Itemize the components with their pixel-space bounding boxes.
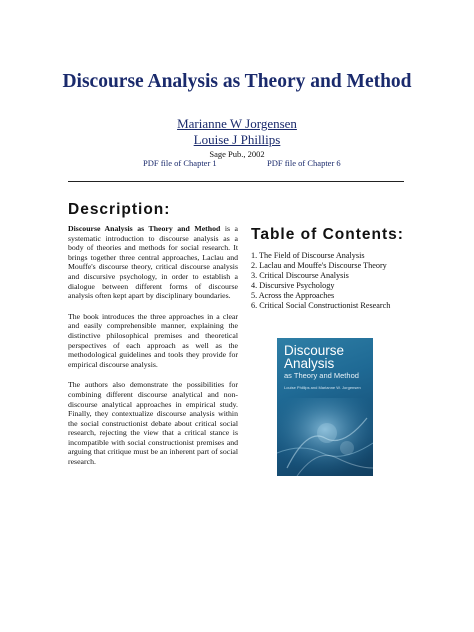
toc-item: 4. Discursive Psychology bbox=[251, 281, 335, 290]
toc-list bbox=[251, 251, 431, 311]
authors bbox=[0, 116, 474, 148]
toc-item: 3. Critical Discourse Analysis bbox=[251, 271, 349, 280]
toc-item: 5. Across the Approaches bbox=[251, 291, 335, 300]
cover-title bbox=[284, 344, 344, 370]
cover-title-line-2: Analysis bbox=[284, 356, 335, 371]
page-title: Discourse Analysis as Theory and Method bbox=[62, 71, 412, 92]
description-lead-bold: Discourse Analysis as Theory and Method bbox=[68, 224, 221, 233]
cover-title-line-1: Discourse bbox=[284, 343, 345, 358]
description-paragraph-1 bbox=[68, 224, 238, 301]
description-body bbox=[68, 224, 238, 478]
toc-item: 2. Laclau and Mouffe's Discourse Theory bbox=[251, 261, 387, 270]
description-heading: Description: bbox=[68, 201, 171, 218]
toc-item: 1. The Field of Discourse Analysis bbox=[251, 251, 365, 260]
cover-artwork bbox=[277, 398, 373, 476]
cover-subtitle: as Theory and Method bbox=[284, 371, 359, 380]
description-paragraph-3: The authors also demonstrate the possibilities for combining different discourse analytical and non-discourse analytical approaches in empirical study. Finally, they contextualize discourse analysis within the social constructionist debate about critical social research, rejecting the view that a critical stance is incompatible with social constructionist premises and arguing that critique must be an inherent part of social research. bbox=[68, 380, 238, 467]
author-link-jorgensen[interactable]: Marianne W Jorgensen bbox=[177, 116, 297, 131]
cover-authors: Louise Phillips and Marianne W. Jorgensen bbox=[284, 385, 361, 390]
publisher-info: Sage Pub., 2002 bbox=[209, 149, 265, 159]
description-lead-rest: is a systematic introduction to discourse analysis as a body of theories and methods for social research. It brings together three central approaches, Laclau and Mouffe's discourse theory, critical discourse analysis and discursive psychology, in order to establish a dialogue between different forms of discourse analysis often kept apart by disciplinary boundaries. bbox=[68, 224, 238, 301]
description-paragraph-2: The book introduces the three approaches in a clear and easily comprehensible manner, explaining the distinctive philosophical premises and theoretical perspectives of each approach as well as the methodological guidelines and tools they provide for empirical discourse analysis. bbox=[68, 311, 238, 369]
toc-item: 6. Critical Social Constructionist Research bbox=[251, 301, 391, 310]
divider bbox=[68, 181, 404, 182]
toc-heading: Table of Contents: bbox=[251, 226, 404, 243]
author-link-phillips[interactable]: Louise J Phillips bbox=[193, 132, 281, 147]
book-cover-image bbox=[277, 338, 373, 476]
pdf-chapter-1-link[interactable]: PDF file of Chapter 1 bbox=[143, 158, 217, 168]
pdf-chapter-6-link[interactable]: PDF file of Chapter 6 bbox=[267, 158, 341, 168]
